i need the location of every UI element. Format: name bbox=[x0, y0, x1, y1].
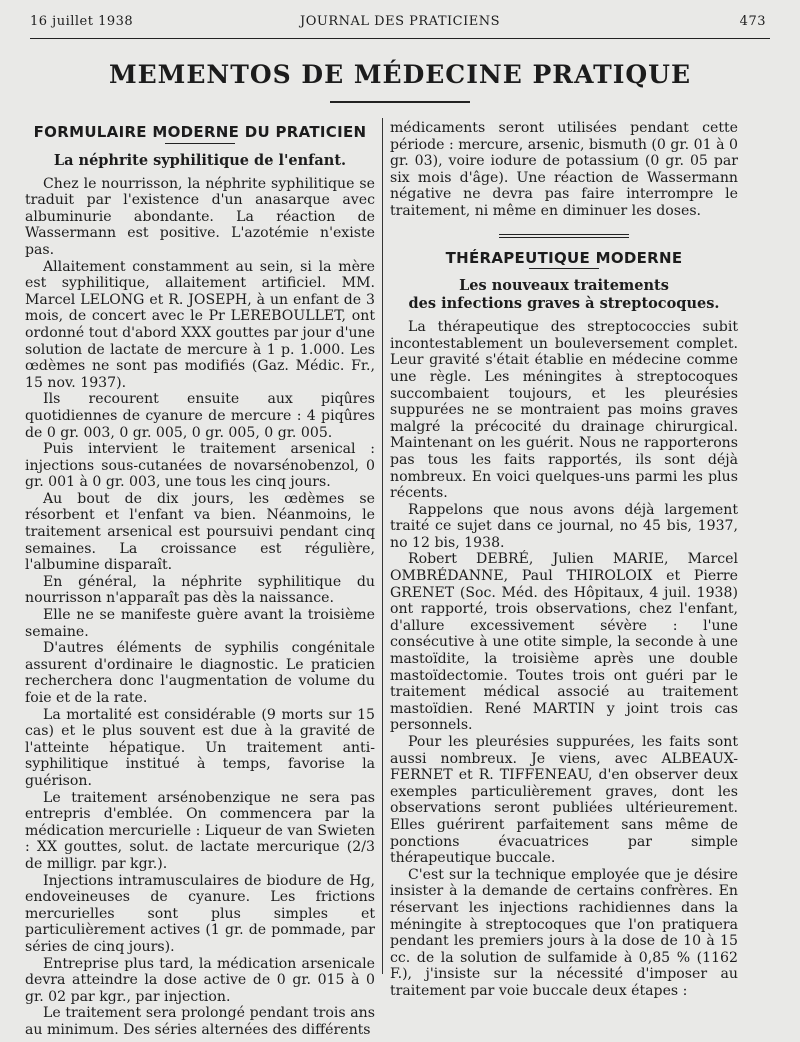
continued-paragraph: médicaments seront utilisées pendant cette période : mercure, arsenic, bismuth (0 gr. 01 à 0 gr. 03), voire iodure de potassium (0 gr. 05 par six mois d'âge). Une réaction de Wassermann négative ne devra pas faire interrompre le traitement, ni même en diminuer les doses. bbox=[390, 120, 738, 219]
paragraph: Ils recourent ensuite aux piqûres quotidiennes de cyanure de mercure : 4 piqûres de 0 gr. 003, 0 gr. 005, 0 gr. 005, 0 gr. 005. bbox=[25, 391, 375, 441]
paragraph: Chez le nourrisson, la néphrite syphilitique se traduit par l'existence d'un anasarque avec albuminurie abondante. La réaction de Wassermann est positive. L'azotémie n'existe pas. bbox=[25, 175, 375, 258]
article-title-nephrite: La néphrite syphilitique de l'enfant. bbox=[53, 151, 347, 169]
article-title-streptocoques bbox=[390, 277, 738, 313]
title-rule bbox=[330, 101, 470, 103]
column-divider bbox=[382, 118, 383, 974]
paragraph: Allaitement constamment au sein, si la mère est syphilitique, allaitement artificiel. MM. Marcel LELONG et R. JOSEPH, à un enfant de 3 mois, de concert avec le Pr LEREBOULLET, ont ordonné tout d'abord XXX gouttes par jour d'une solution de lactate de mercure à 1 p. 1.000. Les œdèmes ne sont pas modifiés (Gaz. Médic. Fr., 15 nov. 1937). bbox=[25, 258, 375, 391]
header-journal-name: JOURNAL DES PRATICIENS bbox=[300, 14, 500, 29]
paragraph: Entreprise plus tard, la médication arsenicale devra atteindre la dose active de 0 gr. 015 à 0 gr. 02 par kgr., par injection. bbox=[25, 955, 375, 1005]
paragraph: D'autres éléments de syphilis congénitale assurent d'ordinaire le diagnostic. Le praticien recherchera donc l'augmentation de volume du foie et de la rate. bbox=[25, 640, 375, 706]
paragraph: En général, la néphrite syphilitique du nourrisson n'apparaît pas dès la naissance. bbox=[25, 573, 375, 607]
double-rule bbox=[499, 234, 629, 238]
paragraph: Puis intervient le traitement arsenical : injections sous-cutanées de novarsénobenzol, 0 gr. 001 à 0 gr. 003, une tous les cinq jours. bbox=[25, 441, 375, 491]
paragraph: Injections intramusculaires de biodure de Hg, endoveineuses de cyanure. Les frictions mercurielles sont plus simples et particulièrement actives (1 gr. de pommade, par séries de cinq jours). bbox=[25, 872, 375, 955]
paragraph: Le traitement arsénobenzique ne sera pas entrepris d'emblée. On commencera par la médication mercurielle : Liqueur de van Swieten : XX gouttes, solut. de lactate mercurique (2/3 de milligr. par kgr.). bbox=[25, 789, 375, 872]
section-title-formulaire: FORMULAIRE MODERNE DU PRATICIEN bbox=[33, 123, 367, 141]
paragraph: Robert DEBRÉ, Julien MARIE, Marcel OMBRÉDANNE, Paul THIROLOIX et Pierre GRENET (Soc. Méd. des Hôpitaux, 4 juil. 1938) ont rapporté, trois observations, chez l'enfant, d'allure excessivement sévère : l'une consécutive à une otite simple, la seconde à une mastoïdite, la troisième après une double mastoïdectomie. Toutes trois ont guéri par le traitement médical associé au traitement mastoïdien. René MARTIN y joint trois cas personnels. bbox=[390, 551, 738, 734]
running-header bbox=[0, 14, 800, 34]
paragraph: Au bout de dix jours, les œdèmes se résorbent et l'enfant va bien. Néanmoins, le traitement arsenical est poursuivi pendant cinq semaines. La croissance est régulière, l'albumine disparaît. bbox=[25, 490, 375, 574]
paragraph: Rappelons que nous avons déjà largement traité ce sujet dans ce journal, no 45 bis, 1937, no 12 bis, 1938. bbox=[390, 501, 738, 551]
header-page-number: 473 bbox=[739, 14, 766, 29]
paragraph: La mortalité est considérable (9 morts sur 15 cas) et le plus souvent est due à la gravité de l'atteinte hépatique. Un traitement anti-syphilitique institué à temps, favorise la guérison. bbox=[25, 706, 375, 789]
header-rule bbox=[30, 38, 770, 39]
section-rule bbox=[529, 268, 599, 269]
left-column bbox=[25, 120, 375, 1038]
paragraph: La thérapeutique des streptococcies subit incontestablement un bouleversement complet. Leur gravité s'était établie en médecine comme une règle. Les méningites à streptocoques succombaient toujours, et les pleurésies suppurées ne se montraient pas moins graves malgré la précocité du drainage chirurgical. Maintenant on les guérit. Nous ne rapporterons pas tous les faits rapportés, ils sont déjà nombreux. En voici quelques-uns parmi les plus récents. bbox=[390, 319, 738, 502]
right-column bbox=[390, 120, 738, 1000]
paragraph: Le traitement sera prolongé pendant trois ans au minimum. Des séries alternées des différents bbox=[25, 1005, 375, 1038]
paragraph: Pour les pleurésies suppurées, les faits sont aussi nombreux. Je viens, avec ALBEAUX-FERNET et R. TIFFENEAU, d'en observer deux exemples particulièrement graves, dont les observations seront publiées ultérieurement. Elles guérirent parfaitement sans même de ponctions évacuatrices par simple thérapeutique buccale. bbox=[390, 734, 738, 867]
paragraph: Elle ne se manifeste guère avant la troisième semaine. bbox=[25, 607, 375, 640]
page-title: MEMENTOS DE MÉDECINE PRATIQUE bbox=[108, 60, 692, 89]
section-title-therapeutique: THÉRAPEUTIQUE MODERNE bbox=[445, 248, 683, 267]
paragraph: C'est sur la technique employée que je désire insister à la demande de certains confrères. En réservant les injections rachidiennes dans la méningite à streptocoques que l'on pratiquera pendant les premiers jours à la dose de 10 à 15 cc. de la solution de sulfamide à 0,85 % (1162 F.), j'insiste sur la nécessité d'imposer au traitement par voie buccale deux étapes : bbox=[390, 866, 738, 999]
article-title-line: des infections graves à streptocoques. bbox=[408, 295, 720, 313]
article-title-line: Les nouveaux traitements bbox=[459, 277, 669, 295]
header-date: 16 juillet 1938 bbox=[30, 14, 134, 29]
section-rule bbox=[165, 143, 235, 144]
